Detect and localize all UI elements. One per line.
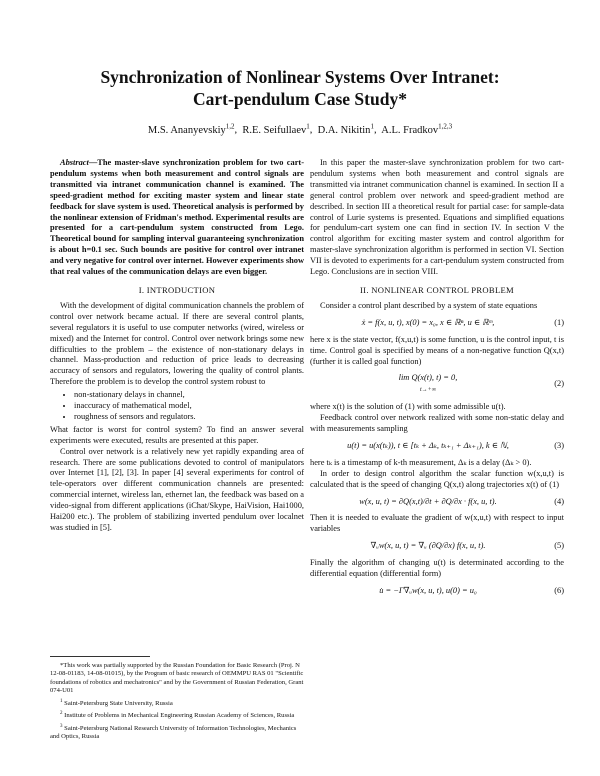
author-list: M.S. Ananyevskiy$^{1,2}$, R.E. Seifullaev$^1$, D.A. Nikitin$^1$, A.L. Fradkov$^{1,2,3}$ bbox=[147, 122, 453, 136]
paragraph: where x(t) is the solution of (1) with some admissible u(t). bbox=[310, 402, 506, 412]
title-line-1: Synchronization of Nonlinear Systems Over Intranet: bbox=[100, 67, 500, 87]
abstract-text: —The master-slave synchronization problem for two cart-pendulum systems when both measurement and control signals are transmitted via intranet communication channel is examined. The speed-gradient method for exciting master system and linear state feedback for slave system is used. Theoretical analysis is performed by the nonlinear extension of Fridman's method. Experimental results are presented for a cart-pendulum system constructed from Lego. Theoretical bound for sampling interval guaranteeing synchronization is about h=0.1 sec. Such bounds are positive for control over intranet and very negative for control over internet. However experiments show that real values of the communication delays are even bigger. bbox=[50, 158, 304, 277]
footnote: $^3$ Saint-Petersburg National Research University of Information Technologies, Mechanics and Optics, Russia bbox=[50, 723, 297, 741]
paragraph: Finally the algorithm of changing u(t) is determinated according to the differential equation (differential form) bbox=[310, 558, 564, 579]
list-item: • roughness of sensors and regulators. bbox=[74, 412, 304, 423]
paragraph: here tₖ is a timestamp of k-th measurement, Δₖ is a delay (Δₖ > 0). bbox=[310, 457, 532, 467]
list-item: • non-stationary delays in channel, bbox=[74, 390, 304, 401]
paragraph: With the development of digital communication channels the problem of control over network became actual. If there are several control plants, several regulators it is useful to use computer networks (wired, wireless or mixed) and the Internet for control. Control over network brings some new difficulties to the problem – the existence of non-stationary delays in channel. Mass-production and reduction of price leads to decreasing accuracy of sensors and regulators, lowering the quality of control plants. Therefore the problem is to develop the control system robust to bbox=[50, 300, 304, 387]
section-heading: II. NONLINEAR CONTROL PROBLEM bbox=[360, 284, 514, 295]
paper-title bbox=[0, 66, 600, 110]
abstract bbox=[50, 158, 304, 278]
author: M.S. Ananyevskiy$^{1,2}$ bbox=[147, 122, 235, 136]
equation-4: w(x, u, t) = ∂Q(x,t)/∂t + ∂Q/∂x · f(x, u, t). (4) bbox=[359, 496, 564, 506]
paragraph: Feedback control over network realized with some non-static delay and with measurements sampling bbox=[310, 413, 564, 434]
paragraph: In order to design control algorithm the scalar function w(x,u,t) is calculated that is the speed of changing Q(x,t) along trajectories x(t) of (1) bbox=[310, 468, 564, 489]
footnote: *This work was partially supported by the Russian Foundation for Basic Research (Proj. N 12-08-01183, 14-08-01015), by the Program of basic research of OEMMPU RAS 01 "Scientific foundations of robotics and mechatronics" and by the Government of Russian Federation, Grant 074-U01 bbox=[50, 662, 304, 695]
left-column bbox=[50, 158, 304, 534]
equation-1: ẋ = f(x, u, t), x(0) = x₀, x ∈ ℝⁿ, u ∈ ℝᵐ, (1) bbox=[361, 317, 564, 327]
section-heading: I. INTRODUCTION bbox=[138, 284, 216, 295]
bullet-list bbox=[50, 390, 304, 423]
abstract-label: Abstract bbox=[60, 158, 89, 167]
paragraph: What factor is worst for control system? To find an answer several experiments were executed, results are presented at this paper. bbox=[50, 424, 304, 445]
equation-6: u̇ = −Γ∇ᵤw(x, u, t), u(0) = u₀ (6) bbox=[379, 586, 564, 595]
paragraph: In this paper the master-slave synchronization problem for two cart-pendulum systems when both measurement and control signals are transmitted via intranet communication channel is examined. In section II a general control problem over network and speed-gradient method are described. In section III a theoretical result for partial case: for sample-data control of Lurie systems is presented. Equations and simplified equations for pendulum-cart system one can find in section IV. In section V the control algorithm for exciting master system and control algorithm for master-slave synchronization algorithm is performed in section VI. Section VII is devoted to experiments for a cart-pendulum system constructed from Lego. Conclusions are in section VIII. bbox=[310, 158, 564, 277]
paragraph: Consider a control plant described by a system of state equations bbox=[320, 300, 538, 310]
footnote: $^1$ Saint-Petersburg State University, Russia bbox=[60, 698, 173, 707]
list-item: • inaccuracy of mathematical model, bbox=[74, 401, 304, 412]
author: A.L. Fradkov$^{1,2,3}$ bbox=[381, 122, 453, 136]
paragraph: here x is the state vector, f(x,u,t) is some function, u is the control input, t is time. Control goal is specified by means of a non-negative function Q(x,t) (further it is called goal function) bbox=[310, 334, 564, 366]
footnotes bbox=[50, 656, 304, 744]
author: D.A. Nikitin$^1$ bbox=[317, 122, 374, 136]
equation-3: u(t) = u(x(tₖ)), t ∈ [tₖ + Δₖ, tₖ₊₁ + Δₖ₊₁), k ∈ ℕ, (3) bbox=[347, 440, 564, 450]
right-column bbox=[310, 158, 564, 603]
author: R.E. Seifullaev$^1$ bbox=[242, 122, 310, 136]
title-line-2: Cart-pendulum Case Study* bbox=[193, 89, 407, 109]
paragraph: Then it is needed to evaluate the gradient of w(x,u,t) with respect to input variables bbox=[310, 513, 564, 534]
equation-5: ∇ᵤw(x, u, t) = ∇ᵤ (∂Q/∂x) f(x, u, t). (5) bbox=[370, 541, 564, 551]
paragraph: Control over network is a relatively new yet rapidly expanding area of research. There are some publications devoted to control of manipulators over Internet [1], [2], [3]. In paper [4] several experiments for control of tele-operators over different communication channels are presented: commercial internet, wireless lan, ethernet lan, the feedback was based on a video-signal from different applications (iChat/Skype, HaiVision, Hai1000, Hai200 etc.). The problem of stabilizing inverted pendulum over localnet was studied in [5]. bbox=[50, 446, 304, 532]
equation-2: lim Q(x(t), t) = 0, t→+∞ (2) bbox=[398, 373, 564, 394]
footnote-rule bbox=[50, 656, 150, 657]
footnote: $^2$ Institute of Problems in Mechanical Engineering Russian Academy of Sciences, Russia bbox=[60, 711, 295, 720]
